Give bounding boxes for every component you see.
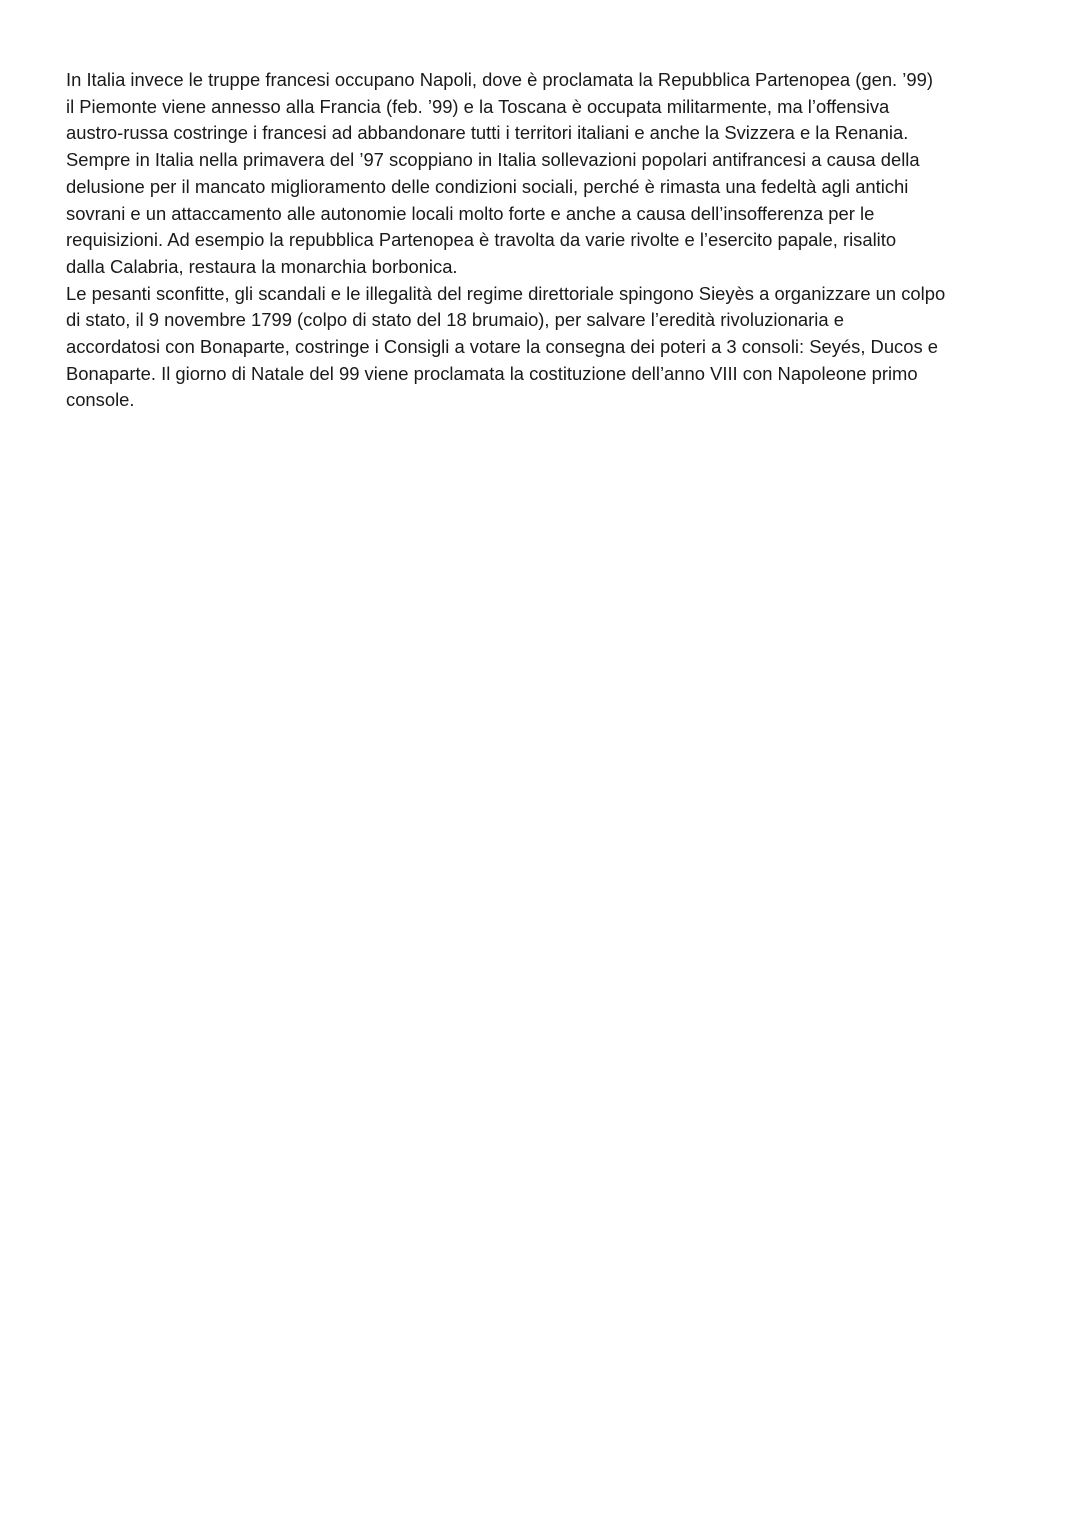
- text-line: austro-russa costringe i francesi ad abbandonare tutti i territori italiani e anche la Svizzera e la Renania.: [66, 122, 909, 144]
- text-line: sovrani e un attaccamento alle autonomie locali molto forte e anche a causa dell’insofferenza per le: [66, 202, 875, 224]
- text-line: dalla Calabria, restaura la monarchia borbonica.: [66, 255, 458, 277]
- text-line: console.: [66, 389, 135, 411]
- text-line: di stato, il 9 novembre 1799 (colpo di stato del 18 brumaio), per salvare l’eredità rivoluzionaria e: [66, 309, 844, 331]
- text-line: accordatosi con Bonaparte, costringe i Consigli a votare la consegna dei poteri a 3 consoli: Seyés, Ducos e: [66, 336, 939, 358]
- text-line: Le pesanti sconfitte, gli scandali e le illegalità del regime direttoriale spingono Sieyès a organizzare un colpo: [66, 282, 946, 304]
- text-line: delusione per il mancato miglioramento delle condizioni sociali, perché è rimasta una fedeltà agli antichi: [66, 175, 909, 197]
- body-text: [66, 67, 1026, 414]
- text-line: Sempre in Italia nella primavera del ’97 scoppiano in Italia sollevazioni popolari antifrancesi a causa della: [66, 149, 920, 171]
- text-line: Bonaparte. Il giorno di Natale del 99 viene proclamata la costituzione dell’anno VIII con Napoleone primo: [66, 362, 918, 384]
- text-line: il Piemonte viene annesso alla Francia (feb. ’99) e la Toscana è occupata militarmente, ma l’offensiva: [66, 95, 890, 117]
- text-line: In Italia invece le truppe francesi occupano Napoli, dove è proclamata la Repubblica Partenopea (gen. ’99): [66, 69, 933, 90]
- text-line: requisizioni. Ad esempio la repubblica Partenopea è travolta da varie rivolte e l’esercito papale, risalito: [66, 229, 897, 251]
